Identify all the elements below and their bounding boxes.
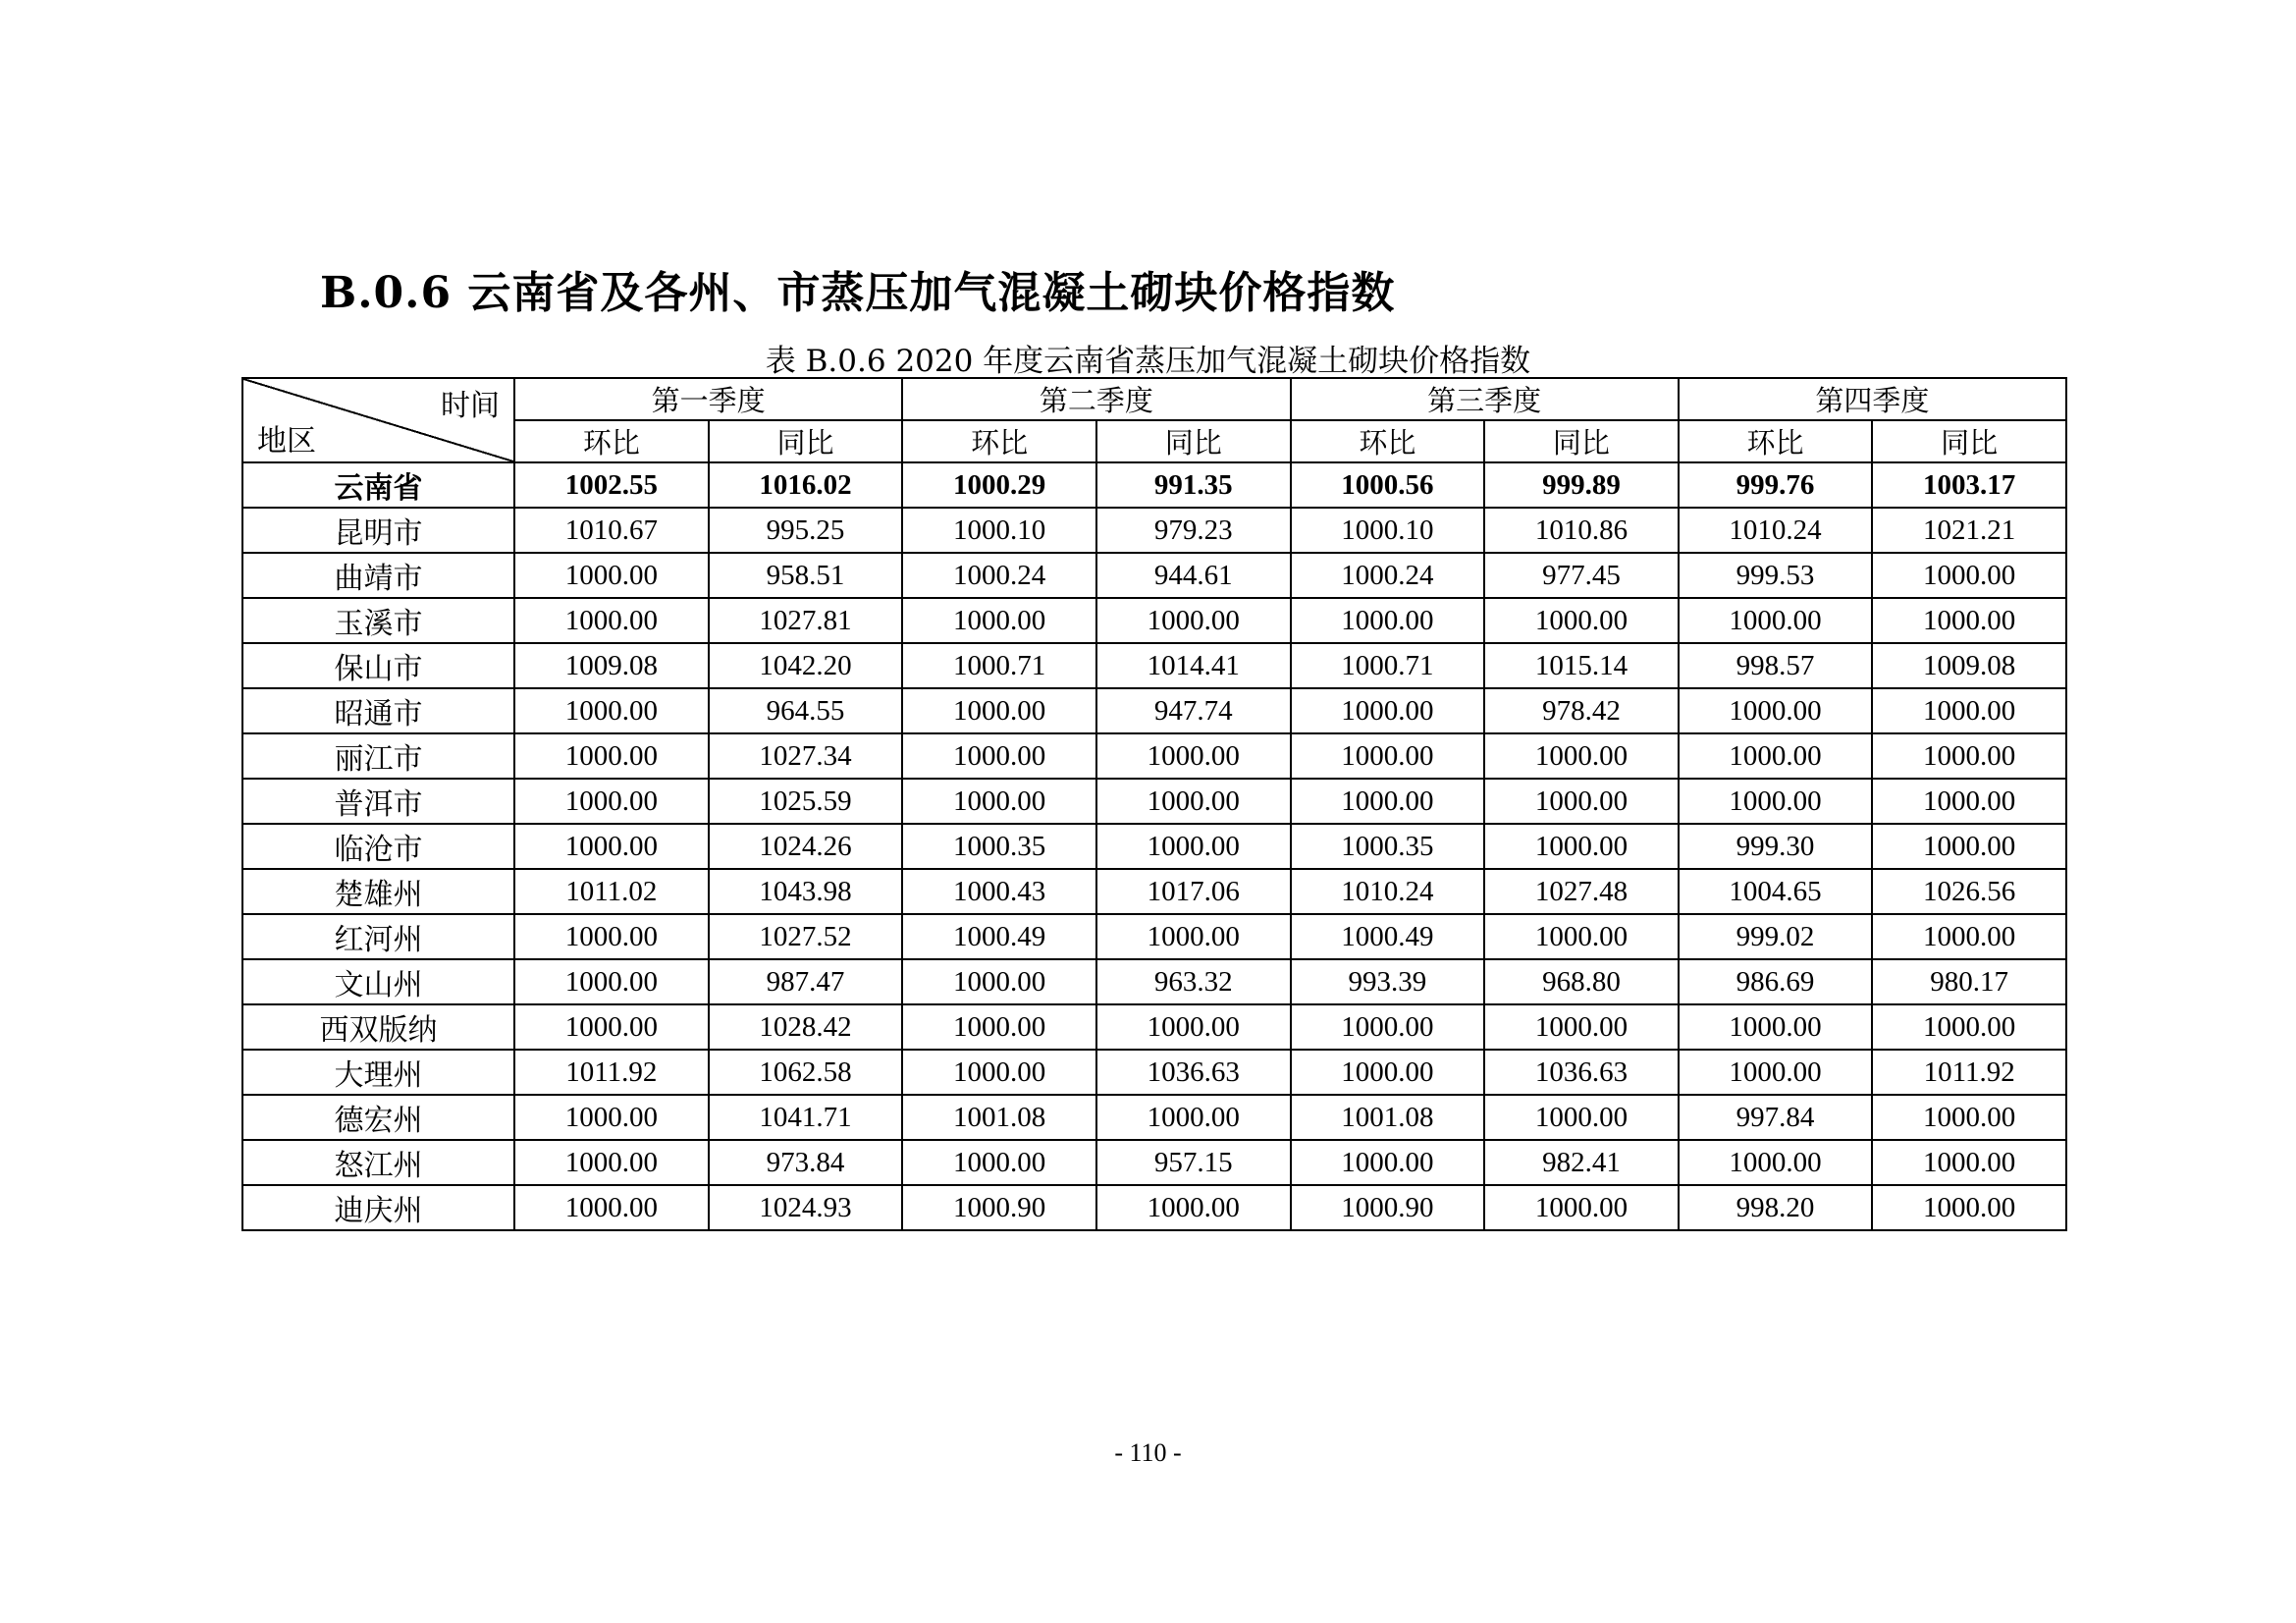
index-value-cell: 958.51 — [709, 553, 903, 598]
index-value-cell: 1000.00 — [514, 779, 709, 824]
index-value-cell: 964.55 — [709, 688, 903, 733]
index-value-cell: 1000.00 — [1679, 733, 1873, 779]
index-value-cell: 1000.24 — [902, 553, 1096, 598]
index-value-cell: 1000.00 — [1872, 733, 2066, 779]
table-row — [242, 824, 2066, 869]
index-value-cell: 1010.86 — [1484, 508, 1679, 553]
index-value-cell: 1000.00 — [1484, 914, 1679, 959]
index-value-cell: 1000.00 — [902, 959, 1096, 1004]
table-caption: 表 B.0.6 2020 年度云南省蒸压加气混凝土砌块价格指数 — [765, 344, 1531, 379]
index-value-cell: 1000.00 — [1096, 1095, 1291, 1140]
index-value-cell: 1000.00 — [514, 824, 709, 869]
index-value-cell: 1000.00 — [1484, 1095, 1679, 1140]
quarter-header-q1: 第一季度 — [514, 378, 902, 420]
price-index-table — [241, 377, 2067, 1231]
index-value-cell: 1036.63 — [1096, 1050, 1291, 1095]
subheader-cell: 同比 — [1096, 420, 1291, 462]
subheader-cell: 环比 — [1291, 420, 1485, 462]
index-value-cell: 1000.56 — [1291, 462, 1485, 508]
index-value-cell: 1000.00 — [1096, 1004, 1291, 1050]
region-name-cell: 保山市 — [242, 643, 514, 688]
index-value-cell: 1027.34 — [709, 733, 903, 779]
index-value-cell: 1000.00 — [902, 598, 1096, 643]
index-value-cell: 1000.00 — [1679, 1004, 1873, 1050]
index-value-cell: 1000.00 — [1484, 1185, 1679, 1230]
corner-region-label: 地区 — [257, 425, 316, 458]
index-value-cell: 1000.43 — [902, 869, 1096, 914]
index-value-cell: 1027.81 — [709, 598, 903, 643]
table-row — [242, 508, 2066, 553]
subheader-cell: 环比 — [1679, 420, 1873, 462]
index-value-cell: 979.23 — [1096, 508, 1291, 553]
section-heading: B.0.6 云南省及各州、市蒸压加气混凝土砌块价格指数 — [320, 268, 1396, 318]
table-row — [242, 1095, 2066, 1140]
index-value-cell: 1036.63 — [1484, 1050, 1679, 1095]
index-value-cell: 999.53 — [1679, 553, 1873, 598]
region-name-cell: 云南省 — [242, 462, 514, 508]
table-row — [242, 869, 2066, 914]
header-row-quarters — [242, 378, 2066, 420]
index-value-cell: 1002.55 — [514, 462, 709, 508]
index-value-cell: 1000.00 — [902, 688, 1096, 733]
header-row-subheaders — [242, 420, 2066, 462]
index-value-cell: 1000.00 — [1291, 1004, 1485, 1050]
index-value-cell: 947.74 — [1096, 688, 1291, 733]
index-value-cell: 1000.00 — [514, 1004, 709, 1050]
index-value-cell: 977.45 — [1484, 553, 1679, 598]
index-value-cell: 1000.00 — [1872, 1095, 2066, 1140]
index-value-cell: 1000.00 — [1872, 1140, 2066, 1185]
region-name-cell: 迪庆州 — [242, 1185, 514, 1230]
region-name-cell: 玉溪市 — [242, 598, 514, 643]
index-value-cell: 1004.65 — [1679, 869, 1873, 914]
index-value-cell: 1000.90 — [1291, 1185, 1485, 1230]
index-value-cell: 999.76 — [1679, 462, 1873, 508]
index-value-cell: 1000.00 — [902, 733, 1096, 779]
quarter-header-q2: 第二季度 — [902, 378, 1290, 420]
index-value-cell: 1000.10 — [902, 508, 1096, 553]
index-value-cell: 1000.00 — [902, 1004, 1096, 1050]
index-value-cell: 1000.00 — [1096, 598, 1291, 643]
region-name-cell: 楚雄州 — [242, 869, 514, 914]
region-name-cell: 红河州 — [242, 914, 514, 959]
index-value-cell: 1000.00 — [1291, 688, 1485, 733]
index-value-cell: 1000.35 — [902, 824, 1096, 869]
corner-time-label: 时间 — [441, 390, 501, 422]
region-name-cell: 怒江州 — [242, 1140, 514, 1185]
subheader-cell: 同比 — [1872, 420, 2066, 462]
index-value-cell: 1000.00 — [1872, 824, 2066, 869]
index-value-cell: 1003.17 — [1872, 462, 2066, 508]
index-value-cell: 1016.02 — [709, 462, 903, 508]
index-value-cell: 1000.00 — [1679, 1140, 1873, 1185]
index-value-cell: 1000.00 — [1872, 1185, 2066, 1230]
index-value-cell: 1000.00 — [514, 553, 709, 598]
index-value-cell: 1000.00 — [514, 733, 709, 779]
index-value-cell: 999.30 — [1679, 824, 1873, 869]
index-value-cell: 993.39 — [1291, 959, 1485, 1004]
region-name-cell: 丽江市 — [242, 733, 514, 779]
table-row — [242, 688, 2066, 733]
index-value-cell: 1000.00 — [514, 688, 709, 733]
index-value-cell: 963.32 — [1096, 959, 1291, 1004]
index-value-cell: 1027.52 — [709, 914, 903, 959]
index-value-cell: 944.61 — [1096, 553, 1291, 598]
index-value-cell: 1009.08 — [514, 643, 709, 688]
table-row — [242, 462, 2066, 508]
index-value-cell: 1000.35 — [1291, 824, 1485, 869]
index-value-cell: 1000.00 — [514, 1140, 709, 1185]
table-row — [242, 598, 2066, 643]
index-value-cell: 1000.00 — [1291, 733, 1485, 779]
subheader-cell: 同比 — [1484, 420, 1679, 462]
index-value-cell: 1000.00 — [1291, 598, 1485, 643]
index-value-cell: 1024.93 — [709, 1185, 903, 1230]
table-row — [242, 643, 2066, 688]
index-value-cell: 1000.24 — [1291, 553, 1485, 598]
index-value-cell: 995.25 — [709, 508, 903, 553]
index-value-cell: 1000.00 — [902, 1050, 1096, 1095]
region-name-cell: 曲靖市 — [242, 553, 514, 598]
index-value-cell: 1000.00 — [1096, 914, 1291, 959]
index-value-cell: 1000.00 — [1291, 1140, 1485, 1185]
region-name-cell: 普洱市 — [242, 779, 514, 824]
index-value-cell: 973.84 — [709, 1140, 903, 1185]
index-value-cell: 1000.71 — [902, 643, 1096, 688]
region-name-cell: 临沧市 — [242, 824, 514, 869]
index-value-cell: 1000.00 — [1872, 1004, 2066, 1050]
index-value-cell: 1000.00 — [1679, 1050, 1873, 1095]
index-value-cell: 1043.98 — [709, 869, 903, 914]
index-value-cell: 1000.71 — [1291, 643, 1485, 688]
index-value-cell: 1017.06 — [1096, 869, 1291, 914]
table-row — [242, 1140, 2066, 1185]
index-value-cell: 1001.08 — [902, 1095, 1096, 1140]
table-row — [242, 733, 2066, 779]
index-value-cell: 1041.71 — [709, 1095, 903, 1140]
corner-header-cell — [242, 378, 514, 462]
index-value-cell: 1000.00 — [1679, 688, 1873, 733]
quarter-header-q3: 第三季度 — [1291, 378, 1679, 420]
index-value-cell: 1001.08 — [1291, 1095, 1485, 1140]
index-value-cell: 1000.00 — [1872, 779, 2066, 824]
table-row — [242, 779, 2066, 824]
index-value-cell: 1014.41 — [1096, 643, 1291, 688]
index-value-cell: 1025.59 — [709, 779, 903, 824]
index-value-cell: 987.47 — [709, 959, 903, 1004]
index-value-cell: 1000.00 — [1291, 1050, 1485, 1095]
index-value-cell: 997.84 — [1679, 1095, 1873, 1140]
index-value-cell: 980.17 — [1872, 959, 2066, 1004]
index-value-cell: 1000.00 — [1484, 733, 1679, 779]
index-value-cell: 978.42 — [1484, 688, 1679, 733]
subheader-cell: 环比 — [514, 420, 709, 462]
region-name-cell: 昆明市 — [242, 508, 514, 553]
index-value-cell: 1000.49 — [1291, 914, 1485, 959]
index-value-cell: 1000.00 — [1291, 779, 1485, 824]
index-value-cell: 1000.00 — [1096, 733, 1291, 779]
table-row — [242, 553, 2066, 598]
subheader-cell: 环比 — [902, 420, 1096, 462]
index-value-cell: 1000.00 — [1872, 688, 2066, 733]
index-value-cell: 1026.56 — [1872, 869, 2066, 914]
index-value-cell: 1009.08 — [1872, 643, 2066, 688]
index-value-cell: 1000.00 — [902, 779, 1096, 824]
index-value-cell: 1000.00 — [514, 914, 709, 959]
table-row — [242, 1050, 2066, 1095]
index-value-cell: 1000.10 — [1291, 508, 1485, 553]
index-value-cell: 1011.92 — [514, 1050, 709, 1095]
index-value-cell: 1000.00 — [514, 1185, 709, 1230]
index-value-cell: 1000.00 — [1096, 779, 1291, 824]
region-name-cell: 大理州 — [242, 1050, 514, 1095]
index-value-cell: 1042.20 — [709, 643, 903, 688]
index-value-cell: 1000.00 — [1679, 598, 1873, 643]
region-name-cell: 西双版纳 — [242, 1004, 514, 1050]
index-value-cell: 1000.00 — [902, 1140, 1096, 1185]
index-value-cell: 1011.92 — [1872, 1050, 2066, 1095]
index-value-cell: 1000.00 — [1872, 914, 2066, 959]
index-value-cell: 968.80 — [1484, 959, 1679, 1004]
index-value-cell: 999.02 — [1679, 914, 1873, 959]
index-value-cell: 1000.49 — [902, 914, 1096, 959]
index-value-cell: 1000.00 — [1679, 779, 1873, 824]
index-value-cell: 1000.00 — [514, 959, 709, 1004]
region-name-cell: 文山州 — [242, 959, 514, 1004]
index-value-cell: 982.41 — [1484, 1140, 1679, 1185]
index-value-cell: 1000.00 — [1096, 1185, 1291, 1230]
quarter-header-q4: 第四季度 — [1679, 378, 2066, 420]
index-value-cell: 1000.00 — [1872, 553, 2066, 598]
table-row — [242, 1004, 2066, 1050]
index-value-cell: 1015.14 — [1484, 643, 1679, 688]
region-name-cell: 德宏州 — [242, 1095, 514, 1140]
table-row — [242, 1185, 2066, 1230]
index-value-cell: 1021.21 — [1872, 508, 2066, 553]
index-value-cell: 1027.48 — [1484, 869, 1679, 914]
index-value-cell: 1000.00 — [1872, 598, 2066, 643]
index-value-cell: 1024.26 — [709, 824, 903, 869]
index-value-cell: 957.15 — [1096, 1140, 1291, 1185]
subheader-cell: 同比 — [709, 420, 903, 462]
table-row — [242, 914, 2066, 959]
table-row — [242, 959, 2066, 1004]
index-value-cell: 1010.24 — [1291, 869, 1485, 914]
index-value-cell: 1010.67 — [514, 508, 709, 553]
index-value-cell: 1000.90 — [902, 1185, 1096, 1230]
index-value-cell: 1000.00 — [1484, 779, 1679, 824]
index-value-cell: 998.20 — [1679, 1185, 1873, 1230]
index-value-cell: 1000.00 — [1096, 824, 1291, 869]
index-value-cell: 1000.00 — [514, 1095, 709, 1140]
index-value-cell: 1000.00 — [1484, 1004, 1679, 1050]
index-value-cell: 1000.00 — [1484, 824, 1679, 869]
index-value-cell: 1000.00 — [514, 598, 709, 643]
index-value-cell: 1010.24 — [1679, 508, 1873, 553]
index-value-cell: 1028.42 — [709, 1004, 903, 1050]
index-value-cell: 999.89 — [1484, 462, 1679, 508]
region-name-cell: 昭通市 — [242, 688, 514, 733]
index-value-cell: 998.57 — [1679, 643, 1873, 688]
index-value-cell: 1000.29 — [902, 462, 1096, 508]
page-number: - 110 - — [1114, 1438, 1182, 1467]
table-body — [242, 462, 2066, 1230]
index-value-cell: 986.69 — [1679, 959, 1873, 1004]
index-value-cell: 991.35 — [1096, 462, 1291, 508]
index-value-cell: 1011.02 — [514, 869, 709, 914]
index-value-cell: 1062.58 — [709, 1050, 903, 1095]
index-value-cell: 1000.00 — [1484, 598, 1679, 643]
